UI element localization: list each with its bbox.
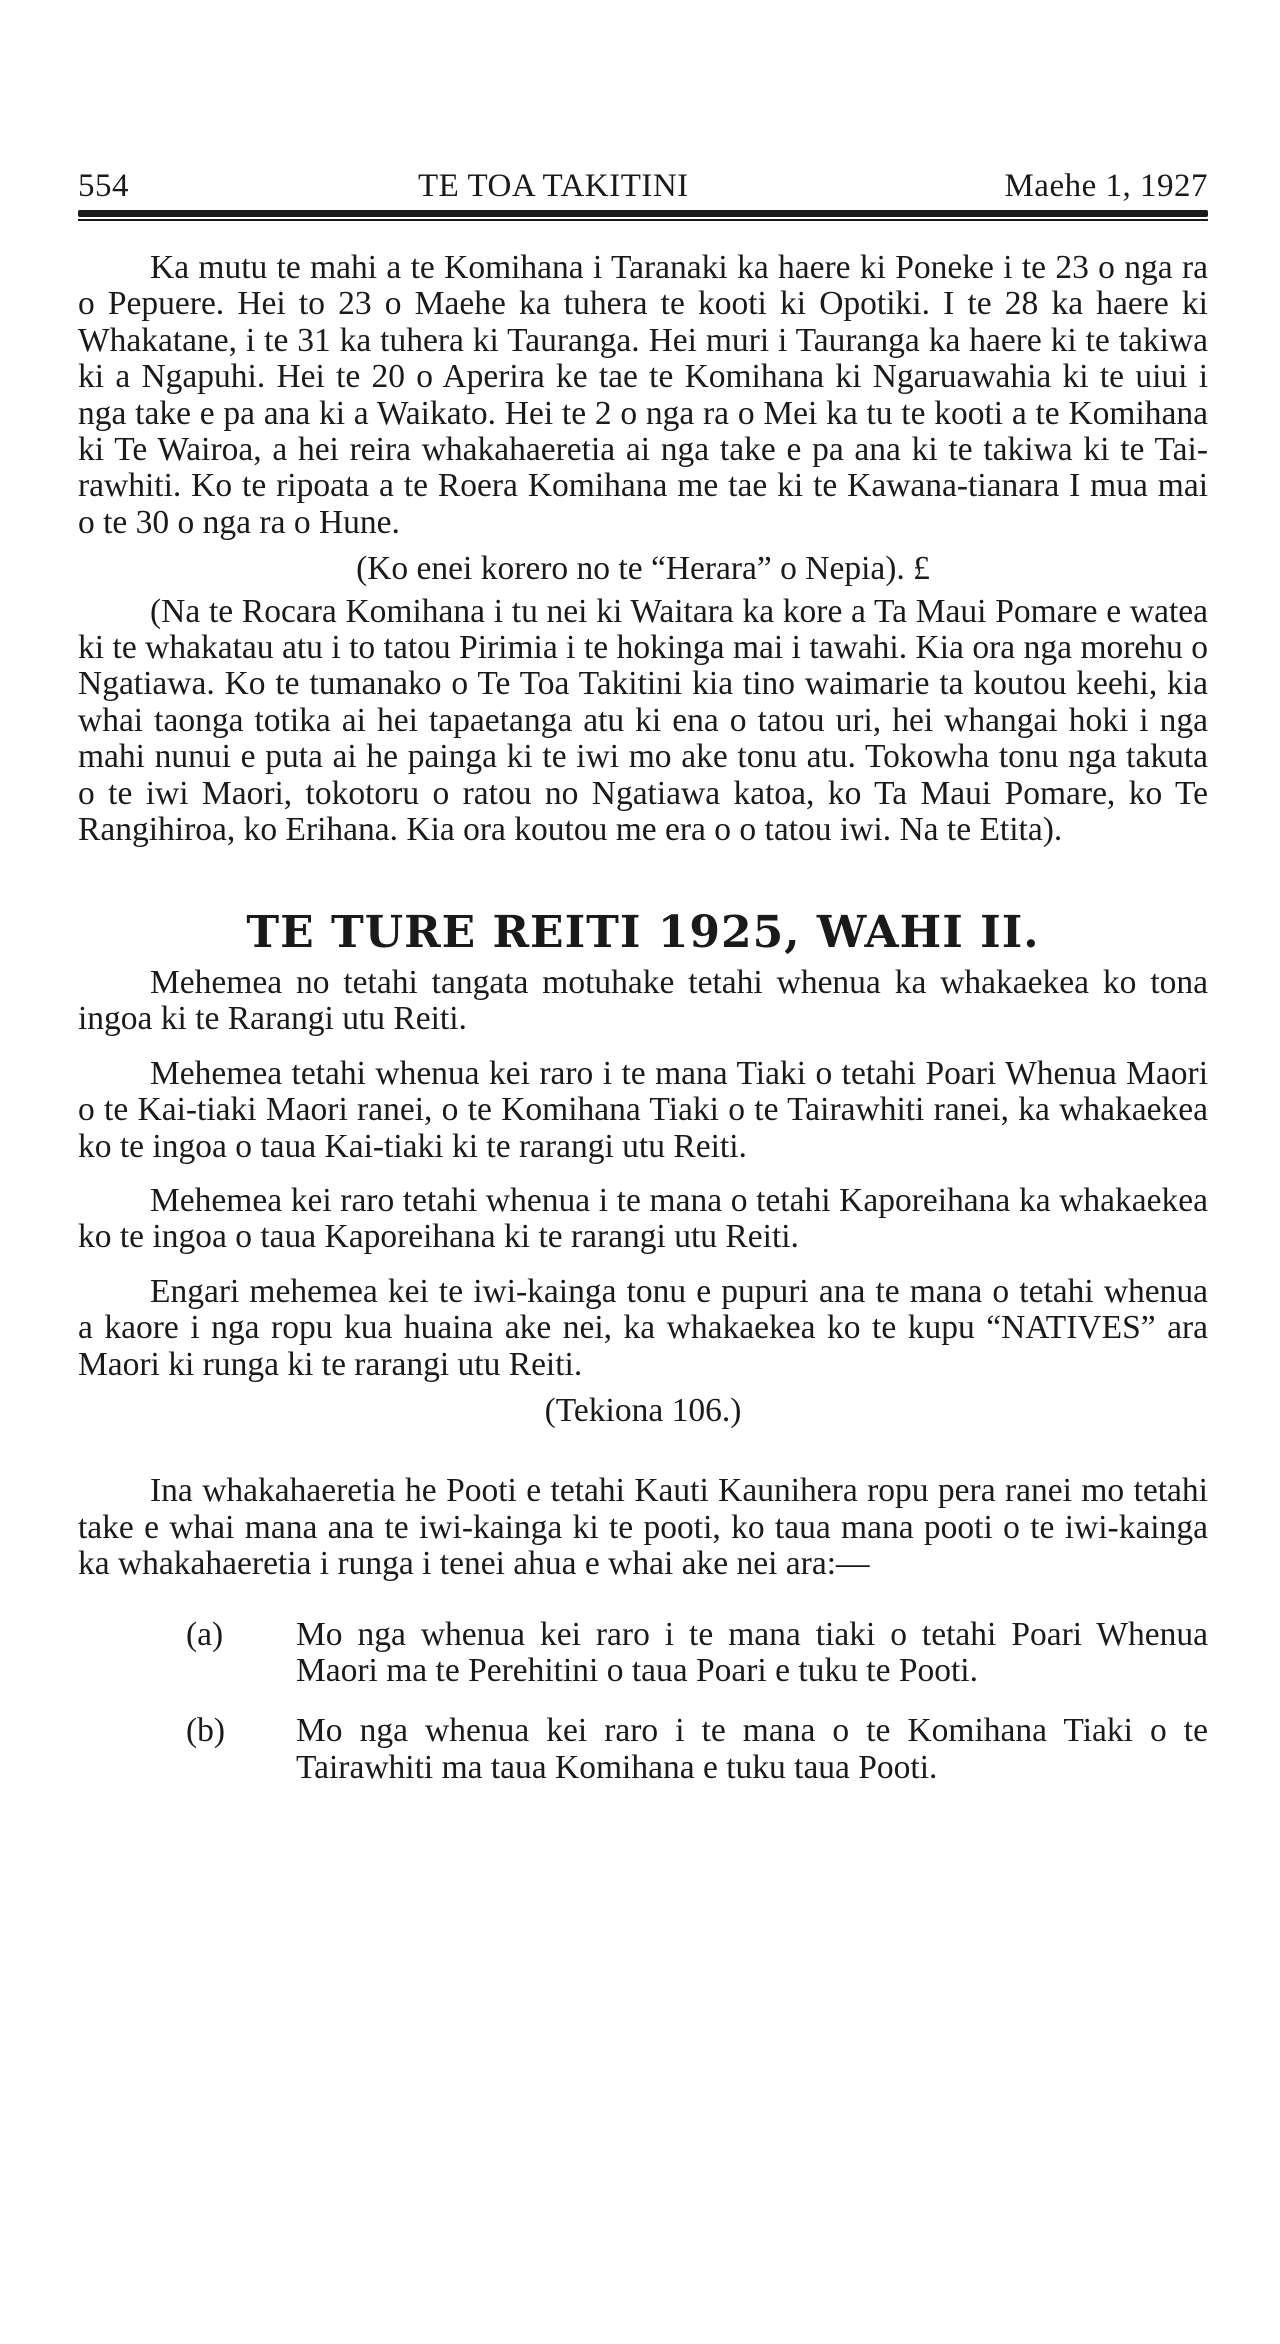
header-rule-thin: [78, 219, 1208, 221]
page-number: 554: [78, 168, 129, 204]
list-item-text: Mo nga whenua kei raro i te mana tiaki o tetahi Poari Whenua Maori ma te Perehitini o taua Poari e tuku te Pooti.: [296, 1615, 1208, 1689]
paragraph-commission-schedule: Ka mutu te mahi a te Komihana i Taranaki ka haere ki Poneke i te 23 o nga ra o Pepuere. Hei to 23 o Maehe ka tuhera te kooti ki Opotiki. I te 28 ka haere ki Whakatane, i te 31 ka tuhera ki Tauranga. Hei muri i Tauranga ka haere ki te takiwa ki a Ngapuhi. Hei te 20 o Aperira ke tae te Komihana ki Ngaruawahia ki te uiui i nga take e pa ana ki a Waikato. Hei te 2 o nga ra o Mei ka tu te kooti a te Komihana ki Te Wairoa, a hei reira whakahaeretia ai nga take e pa ana ki te takiwa ki te Tai-rawhiti. Ko te ripoata a te Roera Komihana me tae ki te Kawana-tianara I mua mai o te 30 o nga ra o Hune.: [78, 249, 1208, 541]
list-item-text: Mo nga whenua kei raro i te mana o te Komihana Tiaki o te Tairawhiti ma taua Komihana e tuku taua Pooti.: [296, 1712, 1208, 1786]
paragraph-editor-note: (Na te Rocara Komihana i tu nei ki Waitara ka kore a Ta Maui Pomare e watea ki te whakatau atu i to tatou Pirimia i te hokinga mai i tawahi. Kia ora nga morehu o Ngatiawa. Ko te tumanako o Te Toa Takitini kia tino waimarie ta koutou keehi, kia whai taonga totika ai hei tapaetanga atu ki ena o tatou uri, hei whangai hoki i nga mahi nunui e puta ai he painga ki te iwi mo ake tonu atu. Tokowha tonu nga takuta o te iwi Maori, tokotoru o ratou no Ngatiawa katoa, ko Ta Maui Pomare, ko Te Rangihiroa, ko Erihana. Kia ora koutou me era o o tatou iwi. Na te Etita).: [78, 592, 1208, 849]
article-body: [78, 250, 1208, 1786]
page-header: [78, 168, 1208, 216]
paragraph-rates-individual: Mehemea no tetahi tangata motuhake tetahi whenua ka whakaekea ko tona ingoa ki te Rarangi utu Reiti.: [78, 963, 1208, 1038]
section-title: TE TURE REITI 1925, WAHI II.: [246, 906, 1040, 958]
list-item-label: (a): [186, 1615, 224, 1653]
publication-title: TE TOA TAKITINI: [418, 168, 689, 204]
list-item-label: (b): [186, 1712, 226, 1750]
issue-date: Maehe 1, 1927: [1004, 168, 1208, 204]
paragraph-rates-trustee: Mehemea tetahi whenua kei raro i te mana Tiaki o tetahi Poari Whenua Maori o te Kai-tiaki Maori ranei, o te Komihana Tiaki o te Tairawhiti ranei, ka whakaekea ko te ingoa o taua Kai-tiaki ki te rarangi utu Reiti.: [78, 1054, 1208, 1165]
section-reference: (Tekiona 106.): [544, 1391, 742, 1429]
paragraph-voting: Ina whakahaeretia he Pooti e tetahi Kauti Kaunihera ropu pera ranei mo tetahi take e whai mana ana te iwi-kainga ki te pooti, ko taua mana pooti o te iwi-kainga ka whakahaeretia i runga i tenei ahua e whai ake nei ara:—: [78, 1472, 1208, 1583]
source-attribution: (Ko enei korero no te “Herara” o Nepia). £: [356, 550, 930, 588]
header-rule: [78, 210, 1208, 217]
list-item-b: [78, 1713, 1208, 1786]
list-item-a: [78, 1617, 1208, 1690]
paragraph-rates-corporation: Mehemea kei raro tetahi whenua i te mana o tetahi Kaporeihana ka whakaekea ko te ingoa o taua Kaporeihana ki te rarangi utu Reiti.: [78, 1181, 1208, 1256]
paragraph-rates-natives: Engari mehemea kei te iwi-kainga tonu e pupuri ana te mana o tetahi whenua a kaore i nga ropu kua huaina ake nei, ka whakaekea ko te kupu “NATIVES” ara Maori ki runga ki te rarangi utu Reiti.: [78, 1272, 1208, 1383]
